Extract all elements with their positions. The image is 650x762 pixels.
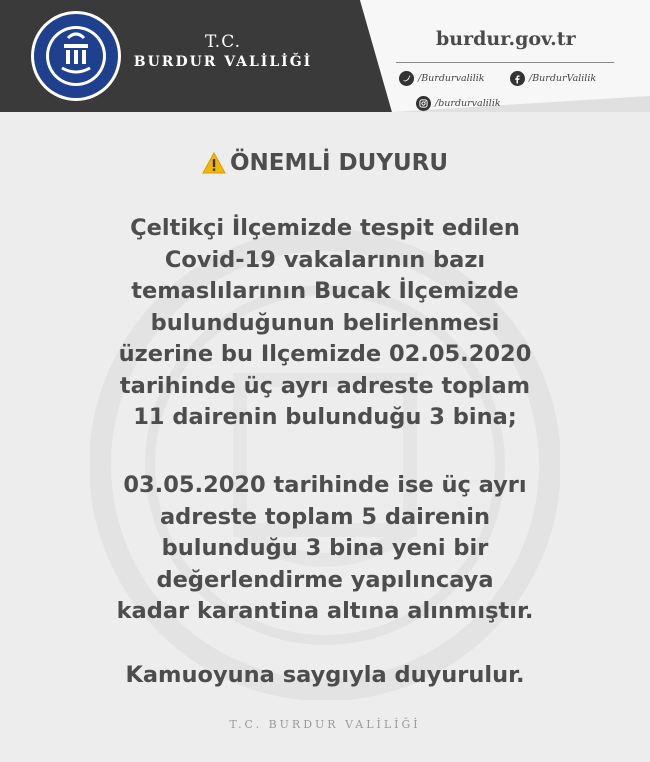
burdur-seal-logo	[30, 10, 122, 102]
instagram-icon	[416, 96, 431, 111]
twitter-handle[interactable]	[399, 71, 485, 86]
announcement-heading	[0, 150, 650, 176]
facebook-handle[interactable]	[510, 71, 596, 86]
twitter-handle-text: /Burdurvalilik	[418, 73, 485, 84]
twitter-icon	[399, 71, 414, 86]
instagram-handle-text: /burdurvalilik	[435, 98, 501, 109]
heading-text: ÖNEMLİ DUYURU	[229, 150, 449, 176]
facebook-handle-text: /BurdurValilik	[529, 73, 597, 84]
announcement-paragraph-1: Çeltikçi İlçemizde tespit edilen Covid-19 vakalarının bazı temaslılarının Bucak İlçemizde bulunduğunun belirlenmesi üzerine bu Ilçemizde 02.05.2020 tarihinde üç ayrı adreste toplam 11 dairenin bulunduğu 3 bina;	[118, 215, 532, 430]
warning-icon	[202, 152, 226, 174]
website-link[interactable]: burdur.gov.tr	[436, 28, 576, 50]
closing-line: Kamuoyuna saygıyla duyurulur.	[125, 662, 525, 688]
header-title	[128, 32, 318, 70]
facebook-icon	[510, 71, 525, 86]
instagram-handle[interactable]	[416, 96, 501, 111]
title-governorship: BURDUR VALİLİĞİ	[133, 54, 313, 70]
announcement-paragraph-2: 03.05.2020 tarihinde ise üç ayrı adreste toplam 5 dairenin bulunduğu 3 bina yeni bir değerlendirme yapılıncaya kadar karantina altına alınmıştır.	[116, 472, 534, 624]
footer-signature: T.C. BURDUR VALİLİĞİ	[229, 718, 421, 731]
title-tc: T.C.	[204, 32, 242, 52]
social-divider	[396, 62, 614, 63]
